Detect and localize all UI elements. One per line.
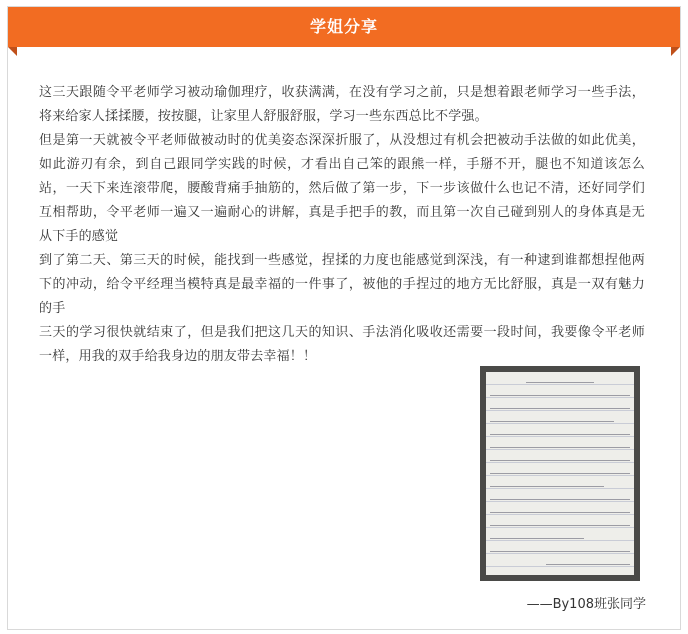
scribble-line (490, 445, 630, 448)
header-fold-left (8, 47, 17, 56)
scribble-line (490, 419, 614, 422)
scribble-line (490, 458, 630, 461)
scribble-line (490, 432, 630, 435)
handwritten-letter-photo (480, 366, 640, 581)
paragraph-1: 这三天跟随令平老师学习被动瑜伽理疗，收获满满，在没有学习之前，只是想着跟老师学习一些手法，将来给家人揉揉腰，按按腿，让家里人舒服舒服，学习一些东西总比不学强。 (39, 85, 645, 124)
scribble-line (490, 484, 604, 487)
article-body (39, 81, 645, 369)
paragraph-3: 到了第二天、第三天的时候，能找到一些感觉，捏揉的力度也能感觉到深浅，有一种逮到谁都想捏他两下的冲动，给令平经理当模特真是最幸福的一件事了，被他的手捏过的地方无比舒服，真是一双有魅力的手 (39, 253, 645, 316)
scribble-line (526, 380, 594, 383)
scribble-line (490, 536, 584, 539)
letter-paper (486, 372, 634, 575)
scribble-line (490, 406, 630, 409)
scribble-line (490, 497, 630, 500)
author-signature: ——By108班张同学 (526, 597, 646, 612)
scribble-line (490, 471, 630, 474)
scribble-line (490, 510, 630, 513)
paragraph-4: 三天的学习很快就结束了，但是我们把这几天的知识、手法消化吸收还需要一段时间，我要像令平老师一样，用我的双手给我身边的朋友带去幸福！！ (39, 325, 645, 364)
scribble-line (490, 393, 630, 396)
scribble-line (490, 549, 630, 552)
paragraph-2: 但是第一天就被令平老师做被动时的优美姿态深深折服了，从没想过有机会把被动手法做的如此优美，如此游刃有余，到自己跟同学实践的时候，才看出自己笨的跟熊一样，手掰不开，腿也不知道该怎么站，一天下来连滚带爬，腰酸背痛手抽筋的，然后做了第一步，下一步该做什么也记不清，还好同学们互相帮助，令平老师一遍又一遍耐心的讲解，真是手把手的教，而且第一次自己碰到别人的身体真是无从下手的感觉 (39, 133, 645, 244)
section-title: 学姐分享 (309, 17, 378, 36)
header-fold-right (671, 47, 680, 56)
scribble-line (546, 562, 630, 565)
scribble-line (490, 523, 630, 526)
